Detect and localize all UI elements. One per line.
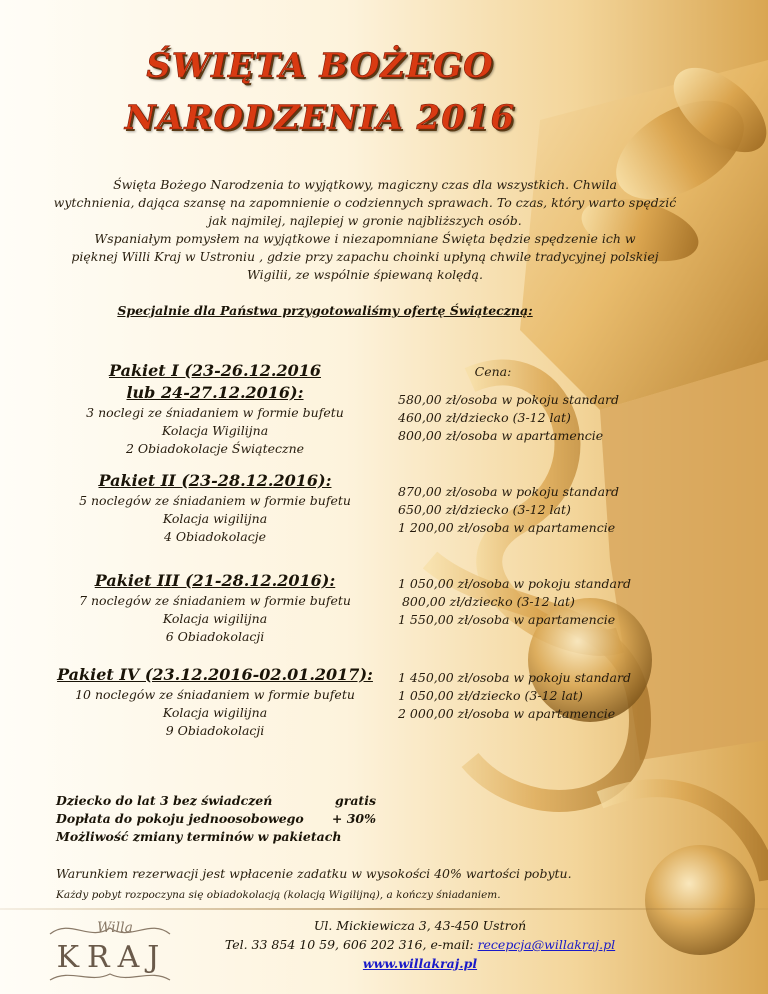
price-line: 1 050,00 zł/osoba w pokoju standard [398,576,631,591]
package-1 [30,360,400,458]
package-detail: 3 noclegi ze śniadaniem w formie bufetu [86,405,344,420]
price-line: 460,00 zł/dziecko (3-12 lat) [398,410,571,425]
website-row [200,954,640,973]
extras-list [56,792,376,846]
phone-text: Tel. 33 854 10 59, 606 202 316, e-mail: [224,937,478,952]
intro-line: wytchnienia, dająca szansę na zapomnienie o codziennych sprawach. To czas, który warto spędzić [53,195,677,210]
price-line: 1 200,00 zł/osoba w apartamencie [398,520,616,535]
contact-footer [200,916,640,973]
address: Ul. Mickiewicza 3, 43-450 Ustroń [313,918,527,933]
price-line: 800,00 zł/osoba w apartamencie [398,428,604,443]
willa-kraj-logo [30,914,190,986]
package-4 [30,664,400,740]
price-line: 800,00 zł/dziecko (3-12 lat) [398,594,575,609]
price-line: 1 550,00 zł/osoba w apartamencie [398,612,616,627]
intro-line: Wspaniałym pomysłem na wyjątkowe i niezapomniane Święta będzie spędzenie ich w [94,231,636,246]
price-line: 2 000,00 zł/osoba w apartamencie [398,706,616,721]
package-detail: Kolacja wigilijna [162,611,268,626]
price-line: 870,00 zł/osoba w pokoju standard [398,484,620,499]
package-detail: 2 Obiadokolacje Świąteczne [125,441,305,456]
package-detail: Kolacja wigilijna [162,705,268,720]
extra-item [56,810,376,828]
page-title-line-1: ŚWIĘTA BOŻEGO [146,46,494,86]
stay-condition: Każdy pobyt rozpoczyna się obiadokolacją (kolacją Wigilijną), a kończy śniadaniem. [56,889,501,901]
price-header: Cena: [474,364,512,379]
package-name: Pakiet IV (23.12.2016-02.01.2017): [57,665,373,684]
page-title-line-2: NARODZENIA 2016 [124,98,516,138]
package-detail: 4 Obiadokolacje [164,529,266,544]
logo-kraj-text: KRAJ [56,940,168,975]
package-2 [30,470,400,546]
package-1-prices [398,391,698,445]
package-4-prices [398,669,698,723]
intro-line: Wigilii, ze wspólnie śpiewaną kolędą. [247,267,483,282]
package-detail: Kolacja wigilijna [162,511,268,526]
extra-label: Możliwość zmiany terminów w pakietach [56,829,342,844]
package-2-prices [398,483,698,537]
package-detail: 9 Obiadokolacji [165,723,265,738]
price-line: 1 450,00 zł/osoba w pokoju standard [398,670,631,685]
extra-item [56,828,376,846]
intro-line: Święta Bożego Narodzenia to wyjątkowy, magiczny czas dla wszystkich. Chwila [113,177,617,192]
extra-label: Dziecko do lat 3 bez świadczeń [56,793,273,808]
deposit-condition: Warunkiem rezerwacji jest wpłacenie zadatku w wysokości 40% wartości pobytu. [56,866,572,881]
footer-divider [0,908,768,910]
extra-value: + 30% [331,811,376,826]
extra-item [56,792,376,810]
package-name: Pakiet I (23-26.12.2016 [108,361,321,380]
special-offer-heading: Specjalnie dla Państwa przygotowaliśmy ofertę Świąteczną: [117,303,533,318]
package-detail: 6 Obiadokolacji [165,629,265,644]
price-line: 650,00 zł/dziecko (3-12 lat) [398,502,571,517]
intro-line: pięknej Willi Kraj w Ustroniu , gdzie przy zapachu choinki upłyną chwile tradycyjnej polskiej [71,249,659,264]
package-3-prices [398,575,698,629]
price-line: 1 050,00 zł/dziecko (3-12 lat) [398,688,583,703]
package-name: Pakiet III (21-28.12.2016): [94,571,336,590]
email-link[interactable]: recepcja@willakraj.pl [477,937,616,952]
package-detail: Kolacja Wigilijna [161,423,269,438]
package-name-cont: lub 24-27.12.2016): [126,383,304,402]
price-line: 580,00 zł/osoba w pokoju standard [398,392,620,407]
intro-line: jak najmilej, najlepiej w gronie najbliższych osób. [208,213,522,228]
logo-willa-text: Willa [97,920,133,936]
package-detail: 7 noclegów ze śniadaniem w formie bufetu [79,593,351,608]
extra-label: Dopłata do pokoju jednoosobowego [56,811,304,826]
intro-text [30,176,700,284]
contact-line [200,935,640,954]
package-name: Pakiet II (23-28.12.2016): [98,471,332,490]
package-detail: 5 noclegów ze śniadaniem w formie bufetu [79,493,351,508]
extra-value: gratis [335,793,376,808]
package-3 [30,570,400,646]
package-detail: 10 noclegów ze śniadaniem w formie bufetu [75,687,355,702]
website-link[interactable]: www.willakraj.pl [362,956,478,971]
